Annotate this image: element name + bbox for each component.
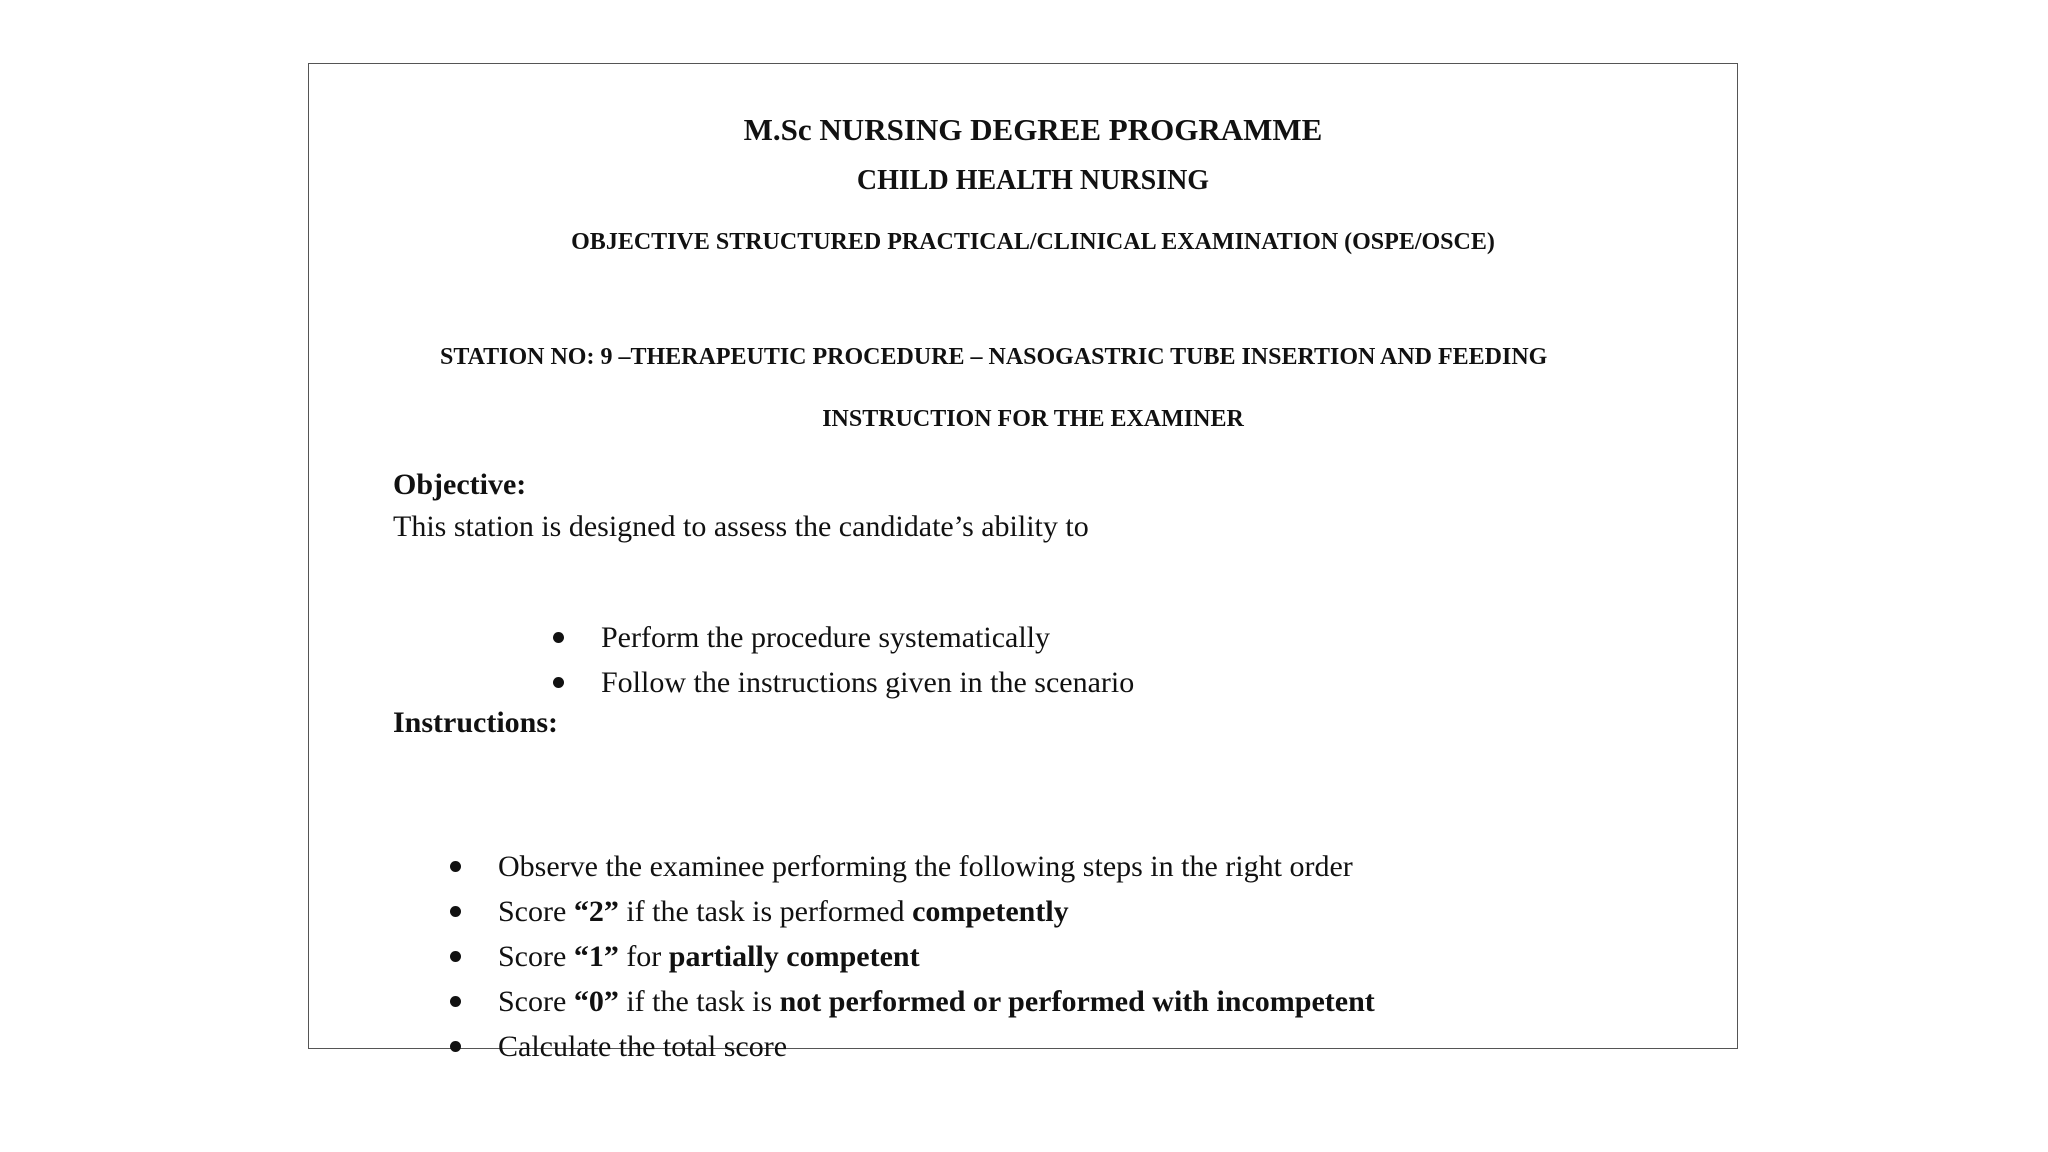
document-subtitle: CHILD HEALTH NURSING	[856, 165, 1210, 196]
list-item	[498, 844, 1375, 889]
score-value: “1”	[573, 940, 619, 973]
score-criteria: partially competent	[668, 940, 920, 973]
bullet-icon	[450, 951, 461, 962]
bullet-icon	[450, 906, 461, 917]
instruction-text: if the task is performed	[618, 895, 913, 928]
bullet-icon	[450, 861, 461, 872]
objective-intro: This station is designed to assess the candidate’s ability to	[393, 510, 1089, 543]
bullet-icon	[450, 996, 461, 1007]
document-title: M.Sc NURSING DEGREE PROGRAMME	[743, 112, 1323, 147]
instruction-text: for	[618, 940, 669, 973]
score-value: “2”	[573, 895, 619, 928]
exam-title: OBJECTIVE STRUCTURED PRACTICAL/CLINICAL EXAMINATION (OSPE/OSCE)	[571, 229, 1495, 255]
instruction-item-text: Observe the examinee performing the following steps in the right order	[498, 850, 1353, 883]
instruction-item-text: Calculate the total score	[498, 1030, 788, 1063]
instruction-title: INSTRUCTION FOR THE EXAMINER	[822, 406, 1244, 432]
objective-heading: Objective:	[393, 468, 527, 501]
objective-list	[601, 615, 1134, 705]
bullet-icon	[553, 632, 564, 643]
list-item	[601, 660, 1134, 705]
bullet-icon	[553, 677, 564, 688]
score-value: “0”	[573, 985, 619, 1018]
list-item	[601, 615, 1134, 660]
list-item	[498, 979, 1375, 1024]
score-criteria: not performed or performed with incompetent	[779, 985, 1375, 1018]
bullet-icon	[450, 1041, 461, 1052]
instruction-text: Score	[498, 940, 574, 973]
list-item	[498, 934, 1375, 979]
station-title: STATION NO: 9 –THERAPEUTIC PROCEDURE – NASOGASTRIC TUBE INSERTION AND FEEDING	[440, 344, 1548, 370]
objective-item-text: Perform the procedure systematically	[601, 621, 1051, 654]
instructions-list	[498, 844, 1375, 1069]
list-item	[498, 1024, 1375, 1069]
instruction-text: Score	[498, 895, 574, 928]
list-item	[498, 889, 1375, 934]
instructions-heading: Instructions:	[393, 706, 559, 739]
objective-item-text: Follow the instructions given in the scenario	[601, 666, 1135, 699]
instruction-text: Score	[498, 985, 574, 1018]
score-criteria: competently	[912, 895, 1069, 928]
document-page	[308, 63, 1738, 1063]
instruction-text: if the task is	[618, 985, 780, 1018]
